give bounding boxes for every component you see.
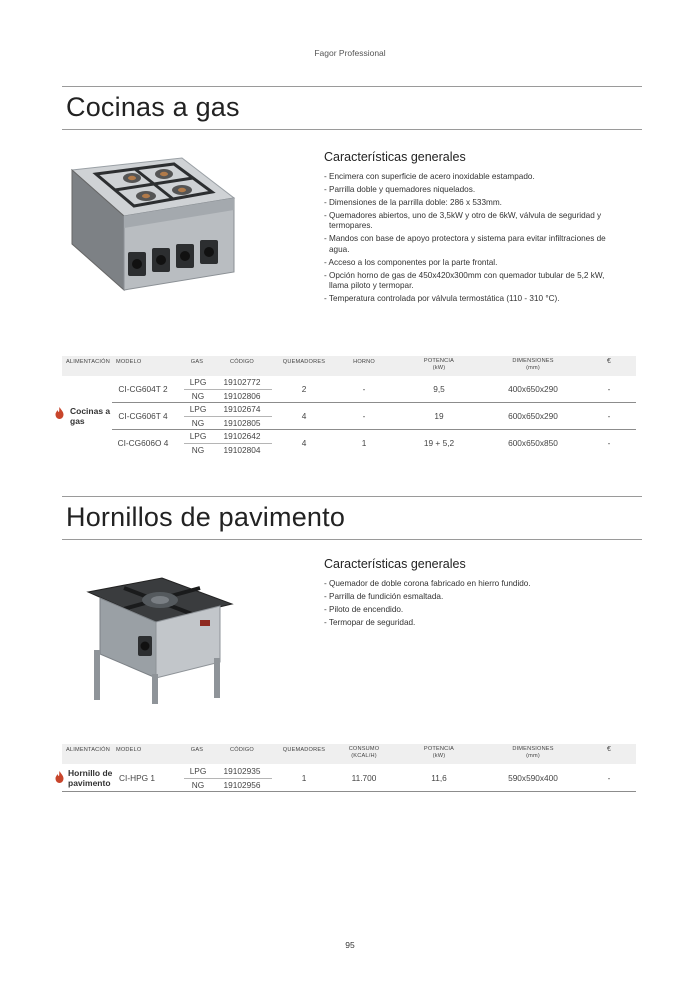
section-heading: Cocinas a gas: [66, 92, 240, 122]
price-cell: -: [607, 411, 611, 421]
section-title-hornillos: [62, 496, 642, 540]
oven-cell: -: [362, 384, 366, 394]
col-header-dimensiones: [500, 746, 566, 759]
row-separator: [112, 429, 636, 430]
flame-icon: [55, 407, 64, 419]
features-list: [324, 579, 624, 628]
features-heading: Características generales: [324, 557, 466, 571]
feature-item: - Mandos con base de apoyo protectora y sistema para evitar infiltraciones de agua.: [324, 234, 606, 254]
col-header-potencia-unit: (kW): [432, 752, 446, 759]
feature-item: - Parrilla doble y quemadores niquelados.: [324, 184, 476, 194]
row-divider: [184, 416, 272, 417]
features-heading: Características generales: [324, 150, 466, 164]
feature-item: - Opción horno de gas de 450x420x300mm con quemador tubular de 5,2 kW, llama piloto y termopar.: [324, 270, 605, 291]
price-cell: -: [607, 773, 611, 783]
model-cell: CI-CG606T 4: [118, 411, 168, 421]
col-header-codigo: CÓDIGO: [230, 359, 254, 365]
table-header-hornillos: [62, 744, 636, 764]
col-header-potencia-label: POTENCIA: [423, 358, 455, 364]
col-header-dimensiones-unit: (mm): [526, 752, 540, 759]
col-header-modelo: MODELO: [116, 359, 142, 365]
flame-icon: [55, 771, 64, 783]
col-header-price: €: [606, 358, 612, 365]
oven-cell: -: [362, 411, 366, 421]
feature-item: - Termopar de seguridad.: [324, 617, 416, 627]
col-header-alimentacion: ALIMENTACIÓN: [66, 359, 110, 365]
section-heading: Hornillos de pavimento: [66, 502, 346, 532]
dimensions-cell: 590x590x400: [508, 773, 558, 783]
burners-cell: 4: [301, 438, 307, 448]
burners-cell: 1: [301, 773, 307, 783]
col-header-alimentacion: ALIMENTACIÓN: [66, 747, 110, 753]
col-header-quemadores: QUEMADORES: [282, 747, 326, 753]
col-header-codigo: CÓDIGO: [230, 747, 254, 753]
brand-header: Fagor Professional: [314, 48, 386, 58]
col-header-dimensiones: [500, 358, 566, 371]
model-cell: CI-CG604T 2: [118, 384, 168, 394]
fuel-label-cocinas: Cocinas a gas: [70, 406, 111, 426]
oven-cell: 1: [361, 438, 367, 448]
code-cell: 19102772: [223, 377, 261, 387]
gas-cell: NG: [191, 780, 205, 790]
code-cell: 19102804: [223, 445, 261, 455]
col-header-potencia-unit: (kW): [432, 364, 446, 371]
col-header-consumo: [342, 746, 386, 759]
dimensions-cell: 600x650x290: [508, 411, 558, 421]
features-cocinas: [324, 150, 624, 307]
power-cell: 19: [434, 411, 444, 421]
gas-cell: LPG: [189, 404, 207, 414]
gas-cell: LPG: [189, 377, 207, 387]
col-header-potencia: [412, 746, 466, 759]
table-bottom-rule: [62, 791, 636, 792]
burners-cell: 4: [301, 411, 307, 421]
gas-cell: LPG: [189, 766, 207, 776]
code-cell: 19102956: [223, 780, 261, 790]
gas-cell: LPG: [189, 431, 207, 441]
consumption-cell: 11.700: [351, 773, 377, 783]
col-header-consumo-label: CONSUMO: [348, 746, 380, 752]
gas-cell: NG: [191, 418, 205, 428]
feature-item: - Acceso a los componentes por la parte frontal.: [324, 257, 498, 267]
gas-cell: NG: [191, 445, 205, 455]
feature-item: - Parrilla de fundición esmaltada.: [324, 591, 444, 601]
code-cell: 19102806: [223, 391, 261, 401]
price-cell: -: [607, 384, 611, 394]
power-cell: 19 + 5,2: [423, 438, 455, 448]
col-header-dimensiones-label: DIMENSIONES: [512, 358, 554, 364]
row-separator: [112, 402, 636, 403]
code-cell: 19102642: [223, 431, 261, 441]
power-cell: 11,6: [431, 773, 447, 783]
features-hornillos: [324, 557, 624, 631]
col-header-potencia: [412, 358, 466, 371]
features-list: [324, 172, 624, 305]
feature-item: - Quemador de doble corona fabricado en hierro fundido.: [324, 579, 531, 588]
row-divider: [184, 778, 272, 779]
code-cell: 19102674: [223, 404, 261, 414]
feature-item: - Piloto de encendido.: [324, 604, 404, 614]
power-cell: 9,5: [433, 384, 445, 394]
dimensions-cell: 400x650x290: [508, 384, 558, 394]
table-header-cocinas: [62, 356, 636, 376]
section-title-cocinas: [62, 86, 642, 130]
dimensions-cell: 600x650x850: [508, 438, 558, 448]
col-header-potencia-label: POTENCIA: [423, 746, 455, 752]
col-header-price: €: [606, 746, 612, 753]
feature-item: - Quemadores abiertos, uno de 3,5kW y otro de 6kW, válvula de seguridad y termopares.: [324, 210, 602, 231]
col-header-consumo-unit: (KCAL/H): [351, 752, 377, 759]
col-header-horno: HORNO: [353, 359, 375, 365]
code-cell: 19102805: [223, 418, 261, 428]
burners-cell: 2: [301, 384, 307, 394]
row-divider: [184, 443, 272, 444]
col-header-gas: GAS: [190, 359, 204, 365]
feature-item: - Temperatura controlada por válvula termostática (110 - 310 °C).: [324, 294, 560, 304]
feature-item: - Encimera con superficie de acero inoxidable estampado.: [324, 172, 535, 181]
col-header-dimensiones-unit: (mm): [526, 364, 540, 371]
col-header-dimensiones-label: DIMENSIONES: [512, 746, 554, 752]
col-header-gas: GAS: [190, 747, 204, 753]
col-header-quemadores: QUEMADORES: [282, 359, 326, 365]
floor-burner-image: [80, 570, 240, 710]
feature-item: - Dimensiones de la parrilla doble: 286 x 533mm.: [324, 197, 502, 207]
fuel-label-hornillos: Hornillo de pavimento: [68, 768, 113, 788]
row-divider: [184, 389, 272, 390]
price-cell: -: [607, 438, 611, 448]
model-cell: CI-CG606O 4: [117, 438, 169, 448]
model-cell: CI-HPG 1: [119, 773, 155, 783]
gas-cell: NG: [191, 391, 205, 401]
code-cell: 19102935: [223, 766, 261, 776]
col-header-modelo: MODELO: [116, 747, 142, 753]
gas-range-image: [62, 148, 242, 308]
page-number: 95: [345, 940, 355, 950]
